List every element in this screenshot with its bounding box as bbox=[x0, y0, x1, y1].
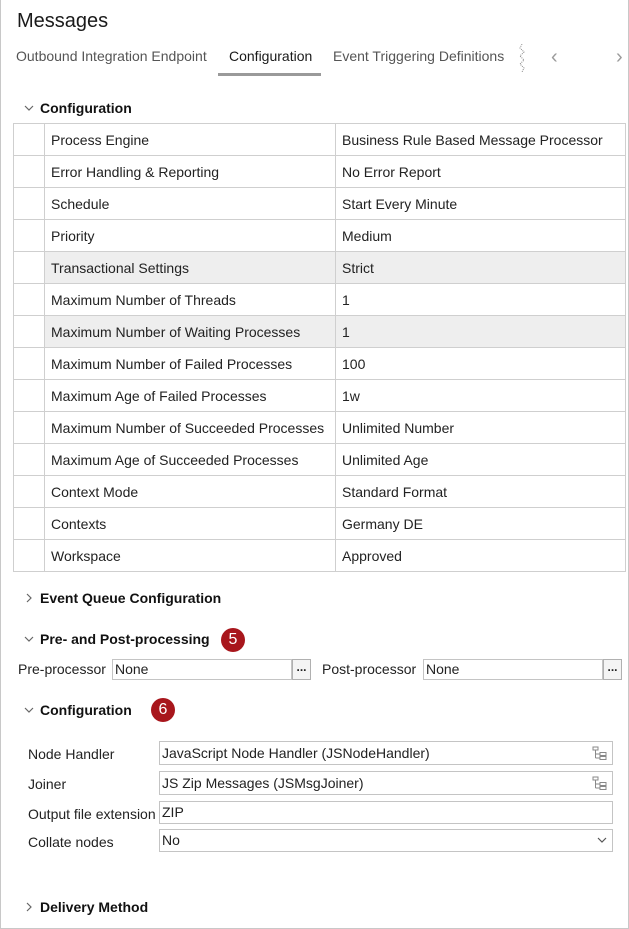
row-value[interactable]: Approved bbox=[336, 540, 626, 572]
row-value[interactable]: 1w bbox=[336, 380, 626, 412]
row-gutter[interactable] bbox=[14, 284, 45, 316]
output-file-extension-label: Output file extension bbox=[28, 806, 156, 822]
node-handler-field[interactable] bbox=[159, 741, 613, 765]
node-handler-label: Node Handler bbox=[28, 746, 115, 762]
table-row[interactable] bbox=[14, 540, 626, 572]
table-row[interactable] bbox=[14, 412, 626, 444]
tab-outbound-integration-endpoint[interactable]: Outbound Integration Endpoint bbox=[16, 48, 207, 64]
row-value[interactable]: Unlimited Number bbox=[336, 412, 626, 444]
pre-processor-browse-button[interactable]: ... bbox=[292, 659, 311, 680]
row-gutter[interactable] bbox=[14, 156, 45, 188]
row-gutter[interactable] bbox=[14, 188, 45, 220]
row-gutter[interactable] bbox=[14, 444, 45, 476]
table-row[interactable] bbox=[14, 252, 626, 284]
chevron-down-icon bbox=[597, 832, 607, 846]
table-row[interactable] bbox=[14, 348, 626, 380]
section-configuration-label: Configuration bbox=[40, 100, 132, 116]
row-value[interactable]: Business Rule Based Message Processor bbox=[336, 124, 626, 156]
callout-badge-5: 5 bbox=[221, 628, 245, 652]
tab-overflow-edge bbox=[518, 44, 526, 72]
post-processor-browse-button[interactable]: ... bbox=[603, 659, 622, 680]
joiner-field[interactable] bbox=[159, 771, 613, 795]
row-gutter[interactable] bbox=[14, 124, 45, 156]
row-value[interactable]: No Error Report bbox=[336, 156, 626, 188]
row-value[interactable]: 100 bbox=[336, 348, 626, 380]
table-row[interactable] bbox=[14, 444, 626, 476]
row-key: Maximum Age of Failed Processes bbox=[45, 380, 336, 412]
row-value[interactable]: Standard Format bbox=[336, 476, 626, 508]
section-delivery-method-label: Delivery Method bbox=[40, 899, 149, 915]
row-key: Schedule bbox=[45, 188, 336, 220]
row-key: Transactional Settings bbox=[45, 252, 336, 284]
section-event-queue-configuration[interactable] bbox=[22, 588, 221, 608]
table-row[interactable] bbox=[14, 380, 626, 412]
pre-processor-field[interactable]: None bbox=[112, 659, 292, 680]
row-key: Process Engine bbox=[45, 124, 336, 156]
row-value[interactable]: Strict bbox=[336, 252, 626, 284]
table-row[interactable] bbox=[14, 220, 626, 252]
row-key: Maximum Number of Failed Processes bbox=[45, 348, 336, 380]
row-key: Error Handling & Reporting bbox=[45, 156, 336, 188]
table-row[interactable] bbox=[14, 508, 626, 540]
row-key: Maximum Number of Waiting Processes bbox=[45, 316, 336, 348]
row-gutter[interactable] bbox=[14, 476, 45, 508]
row-key: Maximum Age of Succeeded Processes bbox=[45, 444, 336, 476]
row-gutter[interactable] bbox=[14, 380, 45, 412]
tree-picker-icon[interactable] bbox=[592, 745, 608, 761]
row-gutter[interactable] bbox=[14, 220, 45, 252]
section-pre-post-processing[interactable] bbox=[22, 629, 210, 649]
chevron-down-icon bbox=[22, 636, 36, 642]
tab-event-triggering-definitions[interactable]: Event Triggering Definitions bbox=[333, 48, 505, 64]
node-handler-value: JavaScript Node Handler (JSNodeHandler) bbox=[162, 745, 430, 761]
row-gutter[interactable] bbox=[14, 540, 45, 572]
row-key: Maximum Number of Threads bbox=[45, 284, 336, 316]
table-row[interactable] bbox=[14, 476, 626, 508]
row-gutter[interactable] bbox=[14, 252, 45, 284]
collate-nodes-value: No bbox=[162, 832, 180, 848]
row-key: Maximum Number of Succeeded Processes bbox=[45, 412, 336, 444]
row-key: Priority bbox=[45, 220, 336, 252]
collate-nodes-label: Collate nodes bbox=[28, 834, 114, 850]
row-value[interactable]: Start Every Minute bbox=[336, 188, 626, 220]
section-configuration[interactable] bbox=[22, 98, 132, 118]
chevron-down-icon bbox=[22, 707, 36, 713]
table-row[interactable] bbox=[14, 316, 626, 348]
row-key: Workspace bbox=[45, 540, 336, 572]
tab-scroll-right-icon[interactable]: › bbox=[616, 46, 623, 68]
section-configuration-2[interactable] bbox=[22, 700, 132, 720]
row-value[interactable]: Unlimited Age bbox=[336, 444, 626, 476]
table-row[interactable] bbox=[14, 188, 626, 220]
row-value[interactable]: 1 bbox=[336, 316, 626, 348]
section-configuration-2-label: Configuration bbox=[40, 702, 132, 718]
joiner-value: JS Zip Messages (JSMsgJoiner) bbox=[162, 775, 364, 791]
section-event-queue-label: Event Queue Configuration bbox=[40, 590, 222, 606]
row-value[interactable]: Germany DE bbox=[336, 508, 626, 540]
chevron-right-icon bbox=[22, 902, 36, 912]
callout-badge-6: 6 bbox=[151, 698, 175, 722]
table-row[interactable] bbox=[14, 124, 626, 156]
row-gutter[interactable] bbox=[14, 508, 45, 540]
active-tab-indicator bbox=[218, 73, 321, 76]
table-row[interactable] bbox=[14, 284, 626, 316]
row-gutter[interactable] bbox=[14, 348, 45, 380]
joiner-label: Joiner bbox=[28, 776, 67, 792]
table-row[interactable] bbox=[14, 156, 626, 188]
tab-configuration[interactable]: Configuration bbox=[229, 48, 313, 64]
chevron-down-icon bbox=[22, 105, 36, 111]
post-processor-field[interactable]: None bbox=[423, 659, 603, 680]
chevron-right-icon bbox=[22, 593, 36, 603]
row-value[interactable]: Medium bbox=[336, 220, 626, 252]
pre-processor-label: Pre-processor bbox=[18, 661, 106, 677]
post-processor-label: Post-processor bbox=[322, 661, 417, 677]
configuration-table bbox=[13, 123, 626, 572]
window-title: Messages bbox=[17, 10, 109, 32]
tab-scroll-left-icon[interactable]: ‹ bbox=[551, 46, 558, 68]
output-file-extension-field[interactable]: ZIP bbox=[159, 801, 613, 824]
row-gutter[interactable] bbox=[14, 412, 45, 444]
tab-bar bbox=[0, 40, 629, 80]
row-gutter[interactable] bbox=[14, 316, 45, 348]
tree-picker-icon[interactable] bbox=[592, 775, 608, 791]
collate-nodes-dropdown[interactable] bbox=[159, 829, 613, 852]
row-value[interactable]: 1 bbox=[336, 284, 626, 316]
section-pre-post-label: Pre- and Post-processing bbox=[40, 631, 210, 647]
row-key: Context Mode bbox=[45, 476, 336, 508]
section-delivery-method[interactable] bbox=[22, 897, 148, 917]
row-key: Contexts bbox=[45, 508, 336, 540]
